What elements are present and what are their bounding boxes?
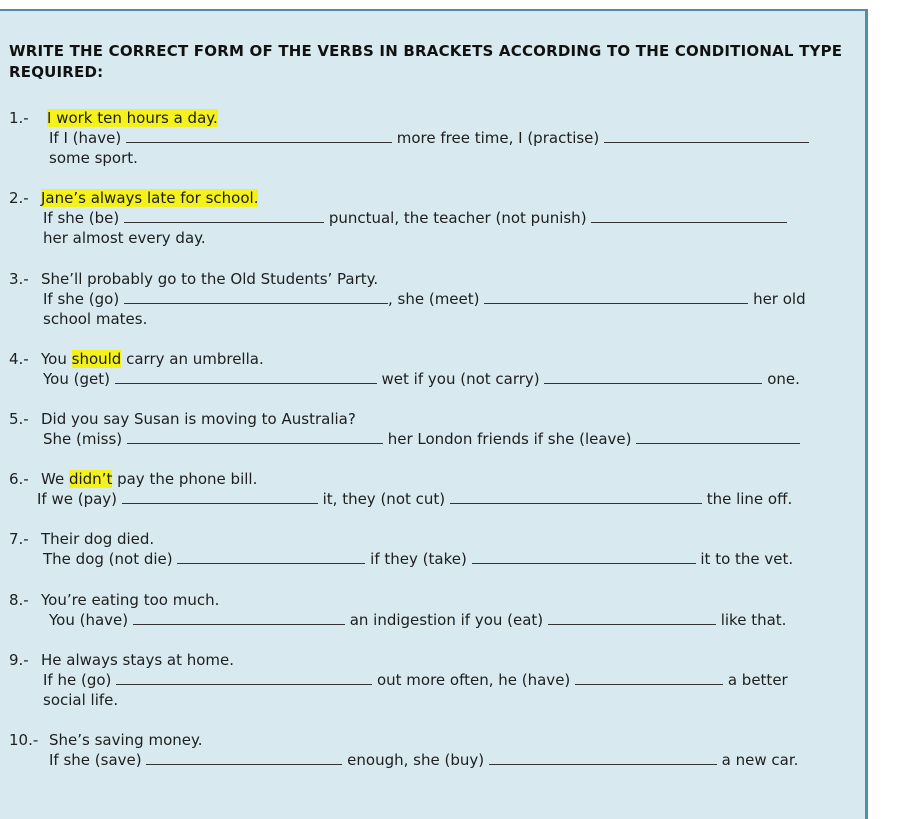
clause-2: , she (meet) <box>387 290 480 308</box>
answer-blank[interactable] <box>127 430 383 444</box>
clause-2: punctual, the teacher (not punish) <box>328 209 587 227</box>
prompt-sentence: He always stays at home. <box>41 651 235 669</box>
prompt-sentence: She’ll probably go to the Old Students’ Party. <box>41 270 379 288</box>
answer-line-1 <box>49 610 786 630</box>
exercise-number: 7.- <box>9 530 29 548</box>
prompt-sentence: Did you say Susan is moving to Australia? <box>41 410 356 428</box>
prompt-text: carry an umbrella. <box>121 350 264 368</box>
answer-blank[interactable] <box>472 550 696 564</box>
answer-blank[interactable] <box>548 611 716 625</box>
prompt-sentence <box>47 108 218 128</box>
clause-3: a new car. <box>721 751 799 769</box>
clause-2: out more often, he (have) <box>376 671 571 689</box>
exercise-number: 1.- <box>9 109 29 127</box>
clause-2: an indigestion if you (eat) <box>349 611 544 629</box>
highlighted-text: should <box>71 350 122 368</box>
answer-line-1 <box>43 429 800 449</box>
answer-line-2: school mates. <box>43 310 148 328</box>
answer-line-1 <box>49 128 809 148</box>
answer-line-1 <box>43 208 787 228</box>
answer-blank[interactable] <box>450 490 702 504</box>
highlighted-text: didn’t <box>68 470 113 488</box>
clause-1: If he (go) <box>43 671 112 689</box>
exercise-number: 10.- <box>9 731 39 749</box>
worksheet-title: WRITE THE CORRECT FORM OF THE VERBS IN BRACKETS ACCORDING TO THE CONDITIONAL TYPE REQUIRED: <box>9 42 843 81</box>
worksheet <box>0 9 868 819</box>
clause-1: The dog (not die) <box>43 550 173 568</box>
clause-1: She (miss) <box>43 430 123 448</box>
clause-2: her London friends if she (leave) <box>387 430 632 448</box>
answer-blank[interactable] <box>177 550 365 564</box>
answer-line-1 <box>49 750 798 770</box>
clause-2: it, they (not cut) <box>322 490 446 508</box>
exercise-number: 4.- <box>9 350 29 368</box>
clause-2: if they (take) <box>370 550 467 568</box>
answer-line-1 <box>37 489 792 509</box>
prompt-sentence: She’s saving money. <box>49 731 203 749</box>
answer-blank[interactable] <box>133 611 345 625</box>
prompt-text: You <box>41 350 72 368</box>
clause-1: If we (pay) <box>37 490 118 508</box>
answer-line-2: her almost every day. <box>43 229 206 247</box>
answer-blank[interactable] <box>489 751 717 765</box>
answer-blank[interactable] <box>115 370 377 384</box>
clause-1: If I (have) <box>49 129 122 147</box>
answer-blank[interactable] <box>604 129 809 143</box>
answer-blank[interactable] <box>122 490 318 504</box>
answer-line-1 <box>43 549 793 569</box>
answer-blank[interactable] <box>146 751 342 765</box>
prompt-text: pay the phone bill. <box>112 470 258 488</box>
answer-blank[interactable] <box>591 209 787 223</box>
clause-3: it to the vet. <box>700 550 794 568</box>
prompt-sentence <box>41 188 258 208</box>
clause-3: the line off. <box>706 490 793 508</box>
clause-2: wet if you (not carry) <box>381 370 540 388</box>
answer-blank[interactable] <box>636 430 800 444</box>
highlighted-text: I work ten hours a day. <box>47 109 218 127</box>
answer-blank[interactable] <box>575 671 723 685</box>
answer-blank[interactable] <box>124 290 388 304</box>
clause-3: one. <box>767 370 800 388</box>
answer-line-2: social life. <box>43 691 119 709</box>
clause-2: more free time, I (practise) <box>396 129 600 147</box>
exercise-number: 8.- <box>9 591 29 609</box>
answer-blank[interactable] <box>116 671 372 685</box>
prompt-text: We <box>41 470 69 488</box>
answer-line-1 <box>43 670 788 690</box>
clause-1: If she (go) <box>43 290 120 308</box>
clause-1: If she (save) <box>49 751 142 769</box>
clause-1: You (have) <box>49 611 129 629</box>
answer-line-1 <box>43 289 806 309</box>
answer-blank[interactable] <box>124 209 324 223</box>
exercise-number: 2.- <box>9 189 29 207</box>
exercise-number: 5.- <box>9 410 29 428</box>
clause-3: a better <box>727 671 788 689</box>
clause-1: If she (be) <box>43 209 120 227</box>
clause-3: her old <box>753 290 806 308</box>
answer-line-1 <box>43 369 800 389</box>
answer-blank[interactable] <box>484 290 748 304</box>
clause-1: You (get) <box>43 370 110 388</box>
prompt-sentence <box>41 469 257 489</box>
exercise-number: 9.- <box>9 651 29 669</box>
prompt-sentence <box>41 349 264 369</box>
clause-3: like that. <box>720 611 787 629</box>
prompt-sentence: Their dog died. <box>41 530 155 548</box>
prompt-sentence: You’re eating too much. <box>41 591 220 609</box>
highlighted-text: Jane’s always late for school. <box>41 189 259 207</box>
answer-line-2: some sport. <box>49 149 138 167</box>
clause-2: enough, she (buy) <box>347 751 485 769</box>
answer-blank[interactable] <box>544 370 762 384</box>
exercise-number: 6.- <box>9 470 29 488</box>
exercise-number: 3.- <box>9 270 29 288</box>
answer-blank[interactable] <box>126 129 392 143</box>
